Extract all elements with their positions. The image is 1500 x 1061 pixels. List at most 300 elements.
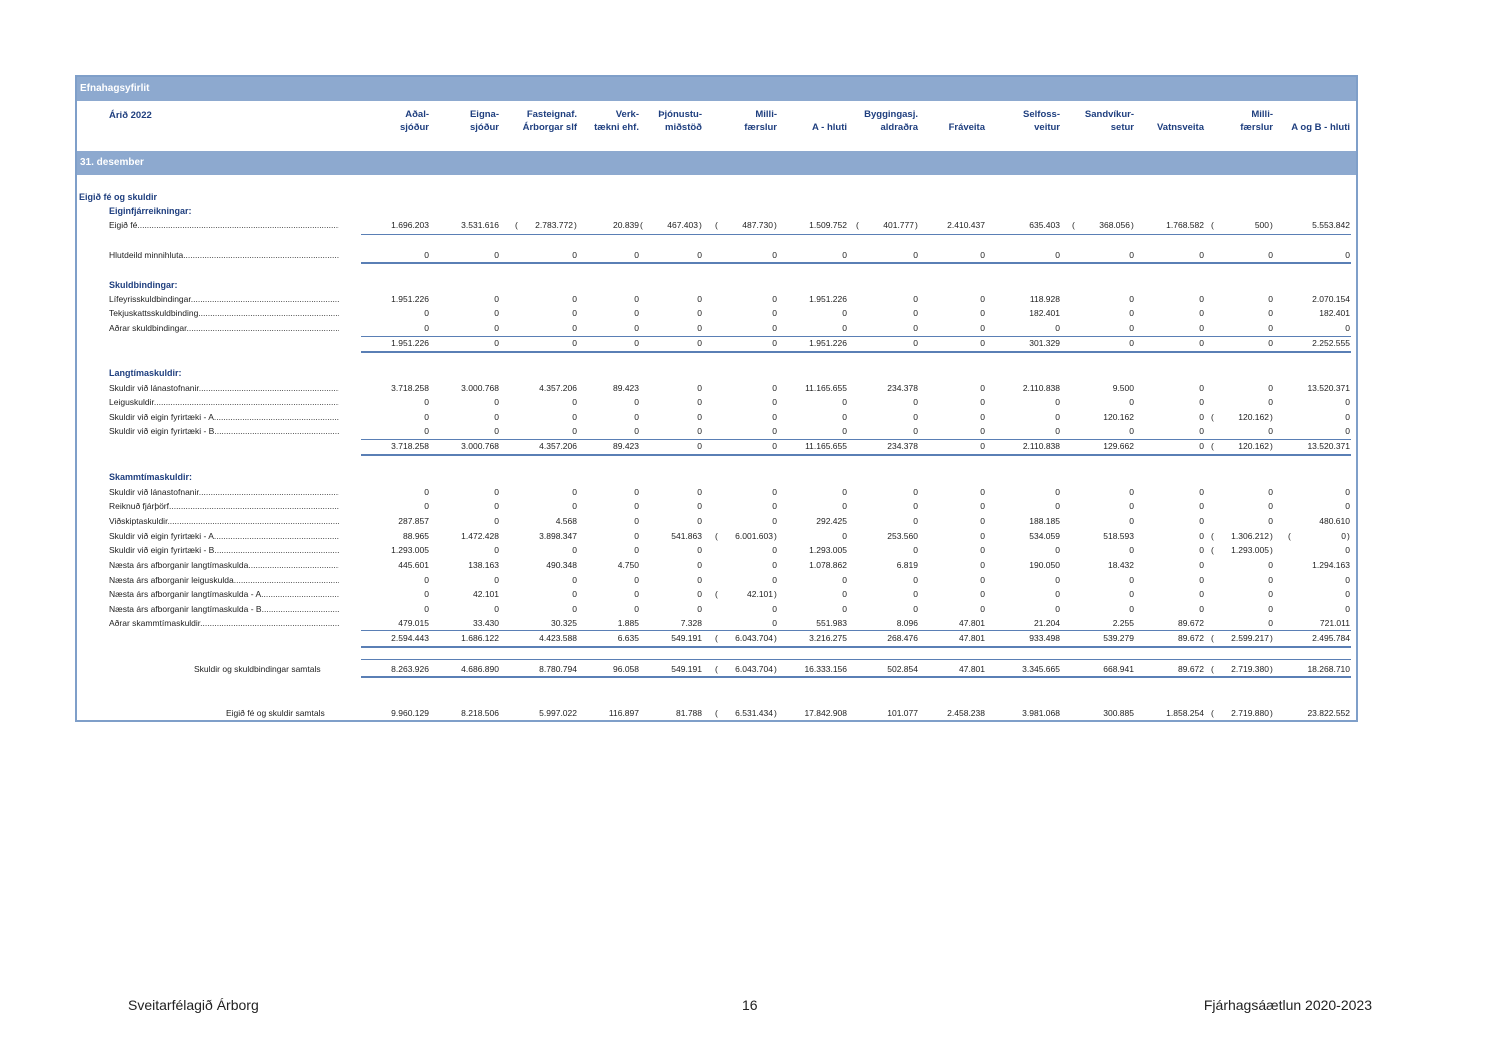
table-cell: 0 — [1345, 589, 1350, 599]
table-cell: 138.163 — [468, 560, 499, 570]
table-cell: 300.885 — [1103, 708, 1134, 718]
table-cell: 0 — [494, 501, 499, 511]
negative-paren-close: ) — [1270, 708, 1273, 718]
table-cell: 0 — [772, 560, 777, 570]
table-cell: 4.357.206 — [539, 383, 577, 393]
table-cell: 96.058 — [613, 664, 639, 674]
table-cell: 89.672 — [1178, 664, 1204, 674]
table-cell: 0 — [697, 397, 702, 407]
table-cell: 0 — [697, 441, 702, 451]
table-cell: 0 — [424, 397, 429, 407]
footer-page-number: 16 — [742, 997, 758, 1013]
table-cell: 188.185 — [1029, 516, 1060, 526]
table-cell: 0 — [772, 338, 777, 348]
table-cell: 0 — [1268, 487, 1273, 497]
negative-paren-close: ) — [1270, 220, 1273, 230]
table-cell: 3.718.258 — [391, 383, 429, 393]
table-cell: 0 — [1129, 604, 1134, 614]
negative-paren-close: ) — [1270, 412, 1273, 422]
table-cell: 0 — [424, 323, 429, 333]
table-cell: 89.423 — [613, 441, 639, 451]
table-cell: 9.960.129 — [391, 708, 429, 718]
table-cell: 1.858.254 — [1166, 708, 1204, 718]
row-label: Næsta árs afborganir langtímaskulda - B ..... — [109, 604, 339, 614]
table-cell: 0 — [1341, 531, 1346, 541]
table-cell: 933.498 — [1029, 633, 1060, 643]
negative-paren-open: ( — [715, 708, 718, 718]
column-header-line2: veitur — [1034, 122, 1060, 133]
table-cell: 0 — [913, 338, 918, 348]
table-cell: 0 — [697, 338, 702, 348]
negative-paren-open: ( — [715, 664, 718, 674]
table-cell: 0 — [980, 323, 985, 333]
table-cell: 2.719.880 — [1231, 708, 1269, 718]
table-cell: 0 — [1268, 294, 1273, 304]
table-cell: 502.854 — [887, 664, 918, 674]
table-cell: 1.293.005 — [809, 545, 847, 555]
table-cell: 0 — [634, 575, 639, 585]
table-cell: 0 — [772, 516, 777, 526]
table-cell: 0 — [980, 531, 985, 541]
table-cell: 6.635 — [617, 633, 639, 643]
table-cell: 0 — [913, 412, 918, 422]
table-cell: 0 — [1345, 397, 1350, 407]
rule-line — [361, 262, 1351, 264]
negative-paren-close: ) — [1347, 531, 1350, 541]
table-cell: 0 — [1199, 531, 1204, 541]
column-header-line1: Eigna- — [469, 109, 499, 120]
section-title-longterm: Langtímaskuldir: — [109, 368, 182, 378]
table-cell: 0 — [913, 487, 918, 497]
table-cell: 1.293.005 — [391, 545, 429, 555]
table-cell: 0 — [572, 501, 577, 511]
rule-line — [361, 439, 1351, 440]
table-cell: 1.306.212 — [1231, 531, 1269, 541]
table-cell: 1.768.582 — [1166, 220, 1204, 230]
table-cell: 0 — [1199, 501, 1204, 511]
table-cell: 8.218.506 — [461, 708, 499, 718]
table-cell: 0 — [1199, 604, 1204, 614]
table-cell: 0 — [1129, 397, 1134, 407]
table-cell: 0 — [1199, 383, 1204, 393]
table-cell: 1.951.226 — [391, 338, 429, 348]
table-cell: 0 — [980, 501, 985, 511]
table-cell: 0 — [697, 575, 702, 585]
table-cell: 2.252.555 — [1312, 338, 1350, 348]
table-cell: 0 — [842, 323, 847, 333]
table-cell: 21.204 — [1034, 618, 1060, 628]
table-cell: 6.819 — [896, 560, 918, 570]
table-cell: 11.165.655 — [805, 441, 847, 451]
negative-paren-open: ( — [715, 633, 718, 643]
table-cell: 0 — [697, 589, 702, 599]
column-header-line1: Sandvíkur- — [1084, 109, 1134, 120]
column-header-line2: A og B - hluti — [1291, 122, 1350, 133]
table-cell: 18.268.710 — [1307, 664, 1350, 674]
table-cell: 0 — [980, 383, 985, 393]
table-cell: 0 — [572, 250, 577, 260]
table-cell: 0 — [697, 604, 702, 614]
row-label: Skuldir við lánastofnanir ..... — [109, 383, 339, 393]
table-cell: 4.750 — [617, 560, 639, 570]
negative-paren-close: ) — [574, 220, 577, 230]
table-cell: 401.777 — [883, 220, 914, 230]
table-cell: 0 — [980, 441, 985, 451]
column-header-line2: tækni ehf. — [594, 122, 639, 133]
table-cell: 1.885 — [617, 618, 639, 628]
table-cell: 0 — [634, 323, 639, 333]
table-cell: 5.553.842 — [1312, 220, 1350, 230]
table-cell: 0 — [1268, 501, 1273, 511]
table-cell: 0 — [980, 516, 985, 526]
rule-line — [361, 234, 1351, 235]
table-cell: 0 — [1129, 545, 1134, 555]
table-cell: 17.842.908 — [804, 708, 847, 718]
negative-paren-close: ) — [1270, 664, 1273, 674]
table-cell: 0 — [913, 308, 918, 318]
table-cell: 0 — [1345, 545, 1350, 555]
table-cell: 0 — [634, 604, 639, 614]
negative-paren-open: ( — [1288, 531, 1291, 541]
table-cell: 0 — [772, 618, 777, 628]
table-cell: 33.430 — [473, 618, 499, 628]
table-cell: 0 — [1268, 383, 1273, 393]
table-cell: 0 — [572, 545, 577, 555]
table-cell: 0 — [1268, 426, 1273, 436]
table-cell: 0 — [697, 323, 702, 333]
table-cell: 0 — [1199, 426, 1204, 436]
table-cell: 0 — [772, 412, 777, 422]
table-cell: 0 — [842, 412, 847, 422]
table-cell: 0 — [1268, 604, 1273, 614]
table-cell: 0 — [1268, 250, 1273, 260]
column-header-line1: Þjónustu- — [658, 109, 702, 120]
table-cell: 0 — [424, 575, 429, 585]
table-cell: 0 — [697, 426, 702, 436]
table-cell: 7.328 — [680, 618, 702, 628]
table-cell: 0 — [634, 516, 639, 526]
table-cell: 0 — [494, 294, 499, 304]
table-cell: 0 — [1199, 441, 1204, 451]
table-cell: 0 — [980, 575, 985, 585]
table-cell: 0 — [1345, 487, 1350, 497]
table-cell: 0 — [1129, 426, 1134, 436]
table-cell: 0 — [913, 294, 918, 304]
row-label: Næsta árs afborganir leiguskulda ..... — [109, 575, 339, 585]
table-cell: 30.325 — [551, 618, 577, 628]
table-cell: 1.951.226 — [809, 338, 847, 348]
table-cell: 2.783.772 — [535, 220, 573, 230]
table-cell: 13.520.371 — [1307, 441, 1350, 451]
column-header-line1: Milli- — [1251, 109, 1273, 120]
table-cell: 268.476 — [887, 633, 918, 643]
table-cell: 0 — [913, 501, 918, 511]
column-header-line2: sjóður — [399, 122, 429, 133]
table-title: Efnahagsyfirlit — [80, 83, 150, 94]
table-cell: 0 — [1055, 545, 1060, 555]
table-cell: 0 — [494, 575, 499, 585]
table-cell: 0 — [572, 426, 577, 436]
table-cell: 0 — [980, 250, 985, 260]
table-cell: 0 — [1268, 338, 1273, 348]
column-header-line1: Byggingasj. — [864, 109, 918, 120]
footer-municipality: Sveitarfélagið Árborg — [128, 997, 259, 1013]
table-cell: 4.568 — [555, 516, 577, 526]
table-cell: 0 — [572, 412, 577, 422]
table-cell: 0 — [772, 294, 777, 304]
table-cell: 0 — [1199, 560, 1204, 570]
negative-paren-close: ) — [1270, 545, 1273, 555]
table-cell: 0 — [913, 589, 918, 599]
table-cell: 301.329 — [1029, 338, 1060, 348]
negative-paren-close: ) — [1270, 633, 1273, 643]
table-cell: 2.070.154 — [1312, 294, 1350, 304]
table-cell: 0 — [1268, 575, 1273, 585]
table-cell: 1.472.428 — [461, 531, 499, 541]
table-cell: 120.162 — [1238, 412, 1269, 422]
table-cell: 0 — [1129, 250, 1134, 260]
table-cell: 0 — [1199, 338, 1204, 348]
table-cell: 0 — [1055, 604, 1060, 614]
table-cell: 0 — [980, 308, 985, 318]
table-cell: 0 — [913, 323, 918, 333]
table-cell: 0 — [424, 412, 429, 422]
table-cell: 0 — [424, 501, 429, 511]
negative-paren-close: ) — [774, 708, 777, 718]
table-cell: 0 — [1055, 426, 1060, 436]
table-cell: 13.520.371 — [1307, 383, 1350, 393]
table-cell: 3.981.068 — [1022, 708, 1060, 718]
table-cell: 0 — [572, 338, 577, 348]
table-cell: 0 — [842, 531, 847, 541]
negative-paren-close: ) — [774, 664, 777, 674]
table-cell: 89.672 — [1178, 633, 1204, 643]
table-cell: 0 — [842, 426, 847, 436]
column-header-line2: aldraðra — [880, 122, 918, 133]
table-cell: 668.941 — [1103, 664, 1134, 674]
table-cell: 2.410.437 — [947, 220, 985, 230]
table-cell: 9.500 — [1112, 383, 1134, 393]
table-cell: 518.593 — [1103, 531, 1134, 541]
negative-paren-open: ( — [1211, 708, 1214, 718]
table-cell: 2.110.838 — [1022, 441, 1060, 451]
rule-line — [361, 336, 1351, 337]
table-cell: 0 — [494, 412, 499, 422]
table-cell: 0 — [842, 575, 847, 585]
table-cell: 0 — [1055, 397, 1060, 407]
row-label: Eigið fé og skuldir samtals — [226, 708, 325, 718]
negative-paren-open: ( — [1211, 633, 1214, 643]
table-cell: 721.011 — [1319, 618, 1350, 628]
table-cell: 0 — [1199, 250, 1204, 260]
rule-line — [361, 454, 1351, 456]
table-cell: 0 — [697, 560, 702, 570]
table-cell: 635.403 — [1029, 220, 1060, 230]
table-cell: 16.333.156 — [804, 664, 847, 674]
table-cell: 0 — [634, 589, 639, 599]
table-cell: 0 — [697, 308, 702, 318]
table-cell: 0 — [842, 604, 847, 614]
table-cell: 3.000.768 — [461, 383, 499, 393]
table-cell: 89.672 — [1178, 618, 1204, 628]
table-cell: 551.983 — [816, 618, 847, 628]
column-header-line2: setur — [1110, 122, 1134, 133]
column-header-line2: Árborgar slf — [522, 122, 577, 133]
table-cell: 0 — [1268, 308, 1273, 318]
rule-line — [361, 351, 1351, 353]
negative-paren-close: ) — [774, 531, 777, 541]
table-cell: 0 — [572, 487, 577, 497]
table-cell: 81.788 — [676, 708, 702, 718]
row-label: Skuldir við eigin fyrirtæki - A ..... — [109, 531, 339, 541]
table-cell: 234.378 — [887, 441, 918, 451]
table-cell: 3.898.347 — [539, 531, 577, 541]
negative-paren-close: ) — [1131, 220, 1134, 230]
table-cell: 0 — [1268, 589, 1273, 599]
table-cell: 0 — [1055, 487, 1060, 497]
table-cell: 0 — [424, 250, 429, 260]
table-cell: 2.599.217 — [1231, 633, 1269, 643]
table-cell: 0 — [634, 426, 639, 436]
table-cell: 0 — [772, 604, 777, 614]
table-cell: 0 — [634, 308, 639, 318]
table-cell: 0 — [572, 294, 577, 304]
table-cell: 0 — [1129, 501, 1134, 511]
table-cell: 0 — [772, 441, 777, 451]
row-label: Viðskiptaskuldir ..... — [109, 516, 339, 526]
table-cell: 6.043.704 — [735, 633, 773, 643]
table-cell: 11.165.655 — [805, 383, 847, 393]
table-cell: 479.015 — [398, 618, 429, 628]
table-cell: 549.191 — [671, 664, 702, 674]
table-cell: 0 — [1268, 516, 1273, 526]
table-cell: 0 — [634, 338, 639, 348]
table-cell: 42.101 — [473, 589, 499, 599]
negative-paren-close: ) — [774, 589, 777, 599]
table-cell: 0 — [697, 294, 702, 304]
table-cell: 0 — [772, 426, 777, 436]
negative-paren-close: ) — [1270, 531, 1273, 541]
table-cell: 0 — [980, 397, 985, 407]
table-cell: 0 — [634, 531, 639, 541]
table-cell: 0 — [1199, 323, 1204, 333]
table-cell: 0 — [842, 308, 847, 318]
table-cell: 0 — [424, 589, 429, 599]
table-cell: 0 — [572, 589, 577, 599]
table-cell: 0 — [842, 250, 847, 260]
table-cell: 0 — [980, 560, 985, 570]
column-header-line1: Verk- — [615, 109, 639, 120]
table-cell: 0 — [494, 308, 499, 318]
table-cell: 3.531.616 — [461, 220, 499, 230]
table-cell: 0 — [1199, 575, 1204, 585]
table-cell: 0 — [913, 516, 918, 526]
table-cell: 1.951.226 — [809, 294, 847, 304]
column-header-line1: Milli- — [755, 109, 777, 120]
table-cell: 0 — [913, 545, 918, 555]
column-header-line1: Fasteignaf. — [526, 109, 577, 120]
year-label: Árið 2022 — [109, 110, 152, 121]
column-header-line2: færslur — [1240, 122, 1273, 133]
table-cell: 6.531.434 — [735, 708, 773, 718]
table-cell: 549.191 — [671, 633, 702, 643]
table-cell: 480.610 — [1319, 516, 1350, 526]
table-cell: 1.509.752 — [809, 220, 847, 230]
table-cell: 0 — [913, 604, 918, 614]
column-header-line2: A - hluti — [812, 122, 847, 133]
negative-paren-close: ) — [1270, 441, 1273, 451]
table-cell: 0 — [634, 545, 639, 555]
table-cell: 0 — [1268, 618, 1273, 628]
row-label: Hlutdeild minnihluta ..... — [109, 250, 339, 260]
table-cell: 368.056 — [1099, 220, 1130, 230]
table-cell: 0 — [634, 397, 639, 407]
table-cell: 23.822.552 — [1307, 708, 1350, 718]
negative-paren-close: ) — [774, 220, 777, 230]
table-cell: 4.357.206 — [539, 441, 577, 451]
negative-paren-open: ( — [1072, 220, 1075, 230]
table-cell: 1.951.226 — [391, 294, 429, 304]
table-cell: 3.718.258 — [391, 441, 429, 451]
table-cell: 0 — [980, 338, 985, 348]
table-cell: 490.348 — [546, 560, 577, 570]
table-cell: 0 — [494, 397, 499, 407]
table-cell: 4.423.588 — [539, 633, 577, 643]
table-cell: 0 — [572, 308, 577, 318]
negative-paren-close: ) — [699, 220, 702, 230]
table-cell: 190.050 — [1029, 560, 1060, 570]
table-cell: 0 — [772, 575, 777, 585]
table-cell: 2.495.784 — [1312, 633, 1350, 643]
negative-paren-close: ) — [774, 633, 777, 643]
row-label: Reiknuð fjárþörf ..... — [109, 501, 339, 511]
table-cell: 0 — [697, 516, 702, 526]
column-header-line2: sjóður — [469, 122, 499, 133]
table-cell: 287.857 — [398, 516, 429, 526]
table-cell: 6.043.704 — [735, 664, 773, 674]
table-cell: 47.801 — [959, 618, 985, 628]
table-cell: 8.096 — [896, 618, 918, 628]
table-cell: 42.101 — [747, 589, 773, 599]
row-label: Skuldir við eigin fyrirtæki - B ..... — [109, 426, 339, 436]
table-cell: 0 — [1268, 397, 1273, 407]
table-cell: 0 — [1129, 516, 1134, 526]
table-cell: 89.423 — [613, 383, 639, 393]
table-cell: 0 — [572, 604, 577, 614]
negative-paren-open: ( — [1211, 664, 1214, 674]
table-cell: 0 — [424, 487, 429, 497]
row-label: Næsta árs afborganir langtímaskulda ..... — [109, 560, 339, 570]
table-cell: 0 — [1345, 412, 1350, 422]
table-cell: 2.458.238 — [947, 708, 985, 718]
table-cell: 500 — [1254, 220, 1269, 230]
table-cell: 0 — [634, 501, 639, 511]
table-cell: 0 — [1055, 323, 1060, 333]
negative-paren-open: ( — [715, 531, 718, 541]
negative-paren-open: ( — [715, 220, 718, 230]
table-cell: 0 — [1345, 250, 1350, 260]
table-cell: 182.401 — [1029, 308, 1060, 318]
row-label: Skuldir og skuldbindingar samtals — [194, 664, 321, 674]
table-cell: 0 — [772, 250, 777, 260]
table-cell: 18.432 — [1108, 560, 1134, 570]
table-cell: 0 — [494, 545, 499, 555]
table-cell: 0 — [697, 545, 702, 555]
table-cell: 47.801 — [959, 633, 985, 643]
row-label: Aðrar skammtímaskuldir ..... — [109, 618, 339, 628]
table-body — [77, 77, 1356, 720]
table-cell: 0 — [1268, 323, 1273, 333]
